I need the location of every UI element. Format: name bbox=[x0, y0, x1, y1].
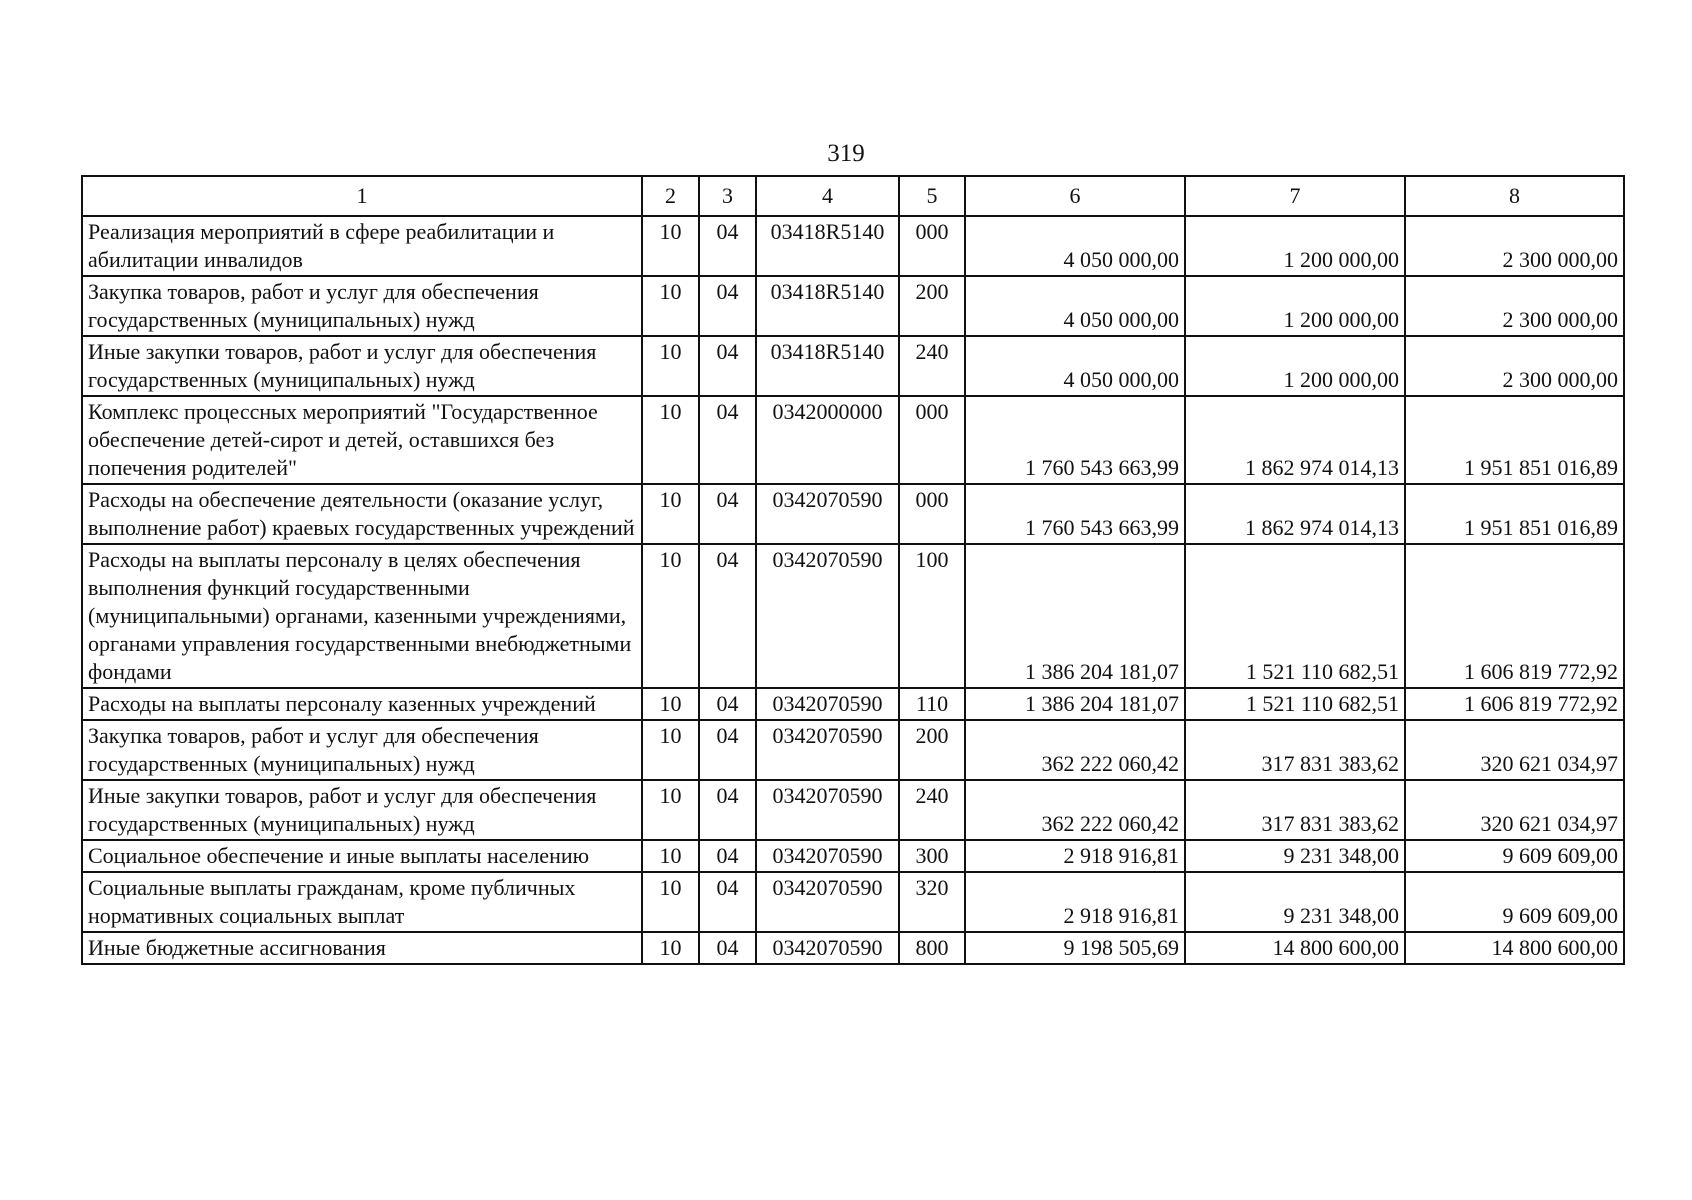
column-header-6: 6 bbox=[965, 176, 1185, 216]
table-row bbox=[82, 336, 1624, 396]
subsection-code-cell: 04 bbox=[699, 544, 756, 688]
subsection-code-cell: 04 bbox=[699, 840, 756, 872]
section-code-cell: 10 bbox=[642, 720, 699, 780]
target-article-cell: 0342070590 bbox=[756, 544, 899, 688]
column-header-1: 1 bbox=[82, 176, 642, 216]
section-code-cell: 10 bbox=[642, 276, 699, 336]
target-article-cell: 0342070590 bbox=[756, 780, 899, 840]
column-header-3: 3 bbox=[699, 176, 756, 216]
amount-col8-cell: 9 609 609,00 bbox=[1405, 840, 1624, 872]
header-row bbox=[82, 176, 1624, 216]
amount-col7-cell: 1 200 000,00 bbox=[1185, 336, 1405, 396]
amount-col7-cell: 317 831 383,62 bbox=[1185, 720, 1405, 780]
target-article-cell: 03418R5140 bbox=[756, 336, 899, 396]
table-row bbox=[82, 932, 1624, 964]
expense-name-cell: Иные закупки товаров, работ и услуг для обеспечения государственных (муниципальных) нужд bbox=[82, 336, 642, 396]
expense-name-cell: Расходы на выплаты персоналу казенных учреждений bbox=[82, 688, 642, 720]
expense-type-cell: 300 bbox=[899, 840, 965, 872]
column-header-8: 8 bbox=[1405, 176, 1624, 216]
section-code-cell: 10 bbox=[642, 688, 699, 720]
target-article-cell: 0342000000 bbox=[756, 396, 899, 484]
amount-col6-cell: 4 050 000,00 bbox=[965, 336, 1185, 396]
subsection-code-cell: 04 bbox=[699, 396, 756, 484]
amount-col7-cell: 1 862 974 014,13 bbox=[1185, 396, 1405, 484]
subsection-code-cell: 04 bbox=[699, 688, 756, 720]
amount-col6-cell: 4 050 000,00 bbox=[965, 276, 1185, 336]
subsection-code-cell: 04 bbox=[699, 720, 756, 780]
amount-col6-cell: 2 918 916,81 bbox=[965, 872, 1185, 932]
table-row bbox=[82, 544, 1624, 688]
target-article-cell: 0342070590 bbox=[756, 720, 899, 780]
section-code-cell: 10 bbox=[642, 396, 699, 484]
target-article-cell: 0342070590 bbox=[756, 484, 899, 544]
target-article-cell: 0342070590 bbox=[756, 840, 899, 872]
section-code-cell: 10 bbox=[642, 216, 699, 276]
amount-col8-cell: 2 300 000,00 bbox=[1405, 216, 1624, 276]
expense-name-cell: Иные закупки товаров, работ и услуг для обеспечения государственных (муниципальных) нужд bbox=[82, 780, 642, 840]
section-code-cell: 10 bbox=[642, 780, 699, 840]
amount-col7-cell: 1 200 000,00 bbox=[1185, 276, 1405, 336]
amount-col8-cell: 1 951 851 016,89 bbox=[1405, 484, 1624, 544]
table-row bbox=[82, 688, 1624, 720]
expense-name-cell: Расходы на выплаты персоналу в целях обеспечения выполнения функций государственными (муниципальными) органами, казенными учреждениями, органами управления государственными внебюджетными фондами bbox=[82, 544, 642, 688]
amount-col8-cell: 320 621 034,97 bbox=[1405, 780, 1624, 840]
expense-name-cell: Комплекс процессных мероприятий "Государственное обеспечение детей-сирот и детей, оставшихся без попечения родителей" bbox=[82, 396, 642, 484]
target-article-cell: 0342070590 bbox=[756, 932, 899, 964]
amount-col8-cell: 14 800 600,00 bbox=[1405, 932, 1624, 964]
amount-col7-cell: 14 800 600,00 bbox=[1185, 932, 1405, 964]
amount-col7-cell: 9 231 348,00 bbox=[1185, 840, 1405, 872]
expense-type-cell: 110 bbox=[899, 688, 965, 720]
expense-type-cell: 320 bbox=[899, 872, 965, 932]
expense-name-cell: Социальное обеспечение и иные выплаты населению bbox=[82, 840, 642, 872]
column-header-2: 2 bbox=[642, 176, 699, 216]
amount-col6-cell: 2 918 916,81 bbox=[965, 840, 1185, 872]
amount-col6-cell: 1 386 204 181,07 bbox=[965, 544, 1185, 688]
amount-col6-cell: 1 760 543 663,99 bbox=[965, 396, 1185, 484]
amount-col8-cell: 1 606 819 772,92 bbox=[1405, 544, 1624, 688]
amount-col8-cell: 9 609 609,00 bbox=[1405, 872, 1624, 932]
amount-col6-cell: 4 050 000,00 bbox=[965, 216, 1185, 276]
amount-col8-cell: 320 621 034,97 bbox=[1405, 720, 1624, 780]
target-article-cell: 03418R5140 bbox=[756, 276, 899, 336]
amount-col7-cell: 317 831 383,62 bbox=[1185, 780, 1405, 840]
expense-name-cell: Иные бюджетные ассигнования bbox=[82, 932, 642, 964]
expense-type-cell: 100 bbox=[899, 544, 965, 688]
section-code-cell: 10 bbox=[642, 932, 699, 964]
amount-col7-cell: 9 231 348,00 bbox=[1185, 872, 1405, 932]
section-code-cell: 10 bbox=[642, 544, 699, 688]
target-article-cell: 0342070590 bbox=[756, 688, 899, 720]
expense-type-cell: 240 bbox=[899, 336, 965, 396]
subsection-code-cell: 04 bbox=[699, 336, 756, 396]
expense-type-cell: 800 bbox=[899, 932, 965, 964]
section-code-cell: 10 bbox=[642, 336, 699, 396]
expense-name-cell: Социальные выплаты гражданам, кроме публичных нормативных социальных выплат bbox=[82, 872, 642, 932]
target-article-cell: 0342070590 bbox=[756, 872, 899, 932]
amount-col8-cell: 2 300 000,00 bbox=[1405, 276, 1624, 336]
expense-type-cell: 200 bbox=[899, 276, 965, 336]
section-code-cell: 10 bbox=[642, 872, 699, 932]
table-row bbox=[82, 276, 1624, 336]
amount-col7-cell: 1 200 000,00 bbox=[1185, 216, 1405, 276]
expense-name-cell: Расходы на обеспечение деятельности (оказание услуг, выполнение работ) краевых государственных учреждений bbox=[82, 484, 642, 544]
table-row bbox=[82, 780, 1624, 840]
subsection-code-cell: 04 bbox=[699, 872, 756, 932]
table-row bbox=[82, 396, 1624, 484]
amount-col7-cell: 1 521 110 682,51 bbox=[1185, 544, 1405, 688]
table-body bbox=[82, 216, 1624, 964]
budget-table bbox=[81, 175, 1625, 965]
amount-col6-cell: 1 386 204 181,07 bbox=[965, 688, 1185, 720]
amount-col8-cell: 1 951 851 016,89 bbox=[1405, 396, 1624, 484]
subsection-code-cell: 04 bbox=[699, 780, 756, 840]
expense-type-cell: 000 bbox=[899, 484, 965, 544]
table-row bbox=[82, 840, 1624, 872]
target-article-cell: 03418R5140 bbox=[756, 216, 899, 276]
column-header-7: 7 bbox=[1185, 176, 1405, 216]
expense-type-cell: 000 bbox=[899, 396, 965, 484]
subsection-code-cell: 04 bbox=[699, 276, 756, 336]
expense-name-cell: Закупка товаров, работ и услуг для обеспечения государственных (муниципальных) нужд bbox=[82, 720, 642, 780]
column-header-4: 4 bbox=[756, 176, 899, 216]
expense-name-cell: Закупка товаров, работ и услуг для обеспечения государственных (муниципальных) нужд bbox=[82, 276, 642, 336]
amount-col6-cell: 362 222 060,42 bbox=[965, 780, 1185, 840]
expense-type-cell: 240 bbox=[899, 780, 965, 840]
subsection-code-cell: 04 bbox=[699, 484, 756, 544]
column-header-5: 5 bbox=[899, 176, 965, 216]
amount-col6-cell: 362 222 060,42 bbox=[965, 720, 1185, 780]
table-row bbox=[82, 484, 1624, 544]
page-number: 319 bbox=[827, 140, 865, 167]
amount-col8-cell: 1 606 819 772,92 bbox=[1405, 688, 1624, 720]
table-row bbox=[82, 720, 1624, 780]
expense-type-cell: 200 bbox=[899, 720, 965, 780]
amount-col6-cell: 1 760 543 663,99 bbox=[965, 484, 1185, 544]
table-row bbox=[82, 872, 1624, 932]
amount-col7-cell: 1 521 110 682,51 bbox=[1185, 688, 1405, 720]
subsection-code-cell: 04 bbox=[699, 216, 756, 276]
expense-name-cell: Реализация мероприятий в сфере реабилитации и абилитации инвалидов bbox=[82, 216, 642, 276]
amount-col6-cell: 9 198 505,69 bbox=[965, 932, 1185, 964]
section-code-cell: 10 bbox=[642, 484, 699, 544]
amount-col8-cell: 2 300 000,00 bbox=[1405, 336, 1624, 396]
subsection-code-cell: 04 bbox=[699, 932, 756, 964]
expense-type-cell: 000 bbox=[899, 216, 965, 276]
amount-col7-cell: 1 862 974 014,13 bbox=[1185, 484, 1405, 544]
section-code-cell: 10 bbox=[642, 840, 699, 872]
table-row bbox=[82, 216, 1624, 276]
